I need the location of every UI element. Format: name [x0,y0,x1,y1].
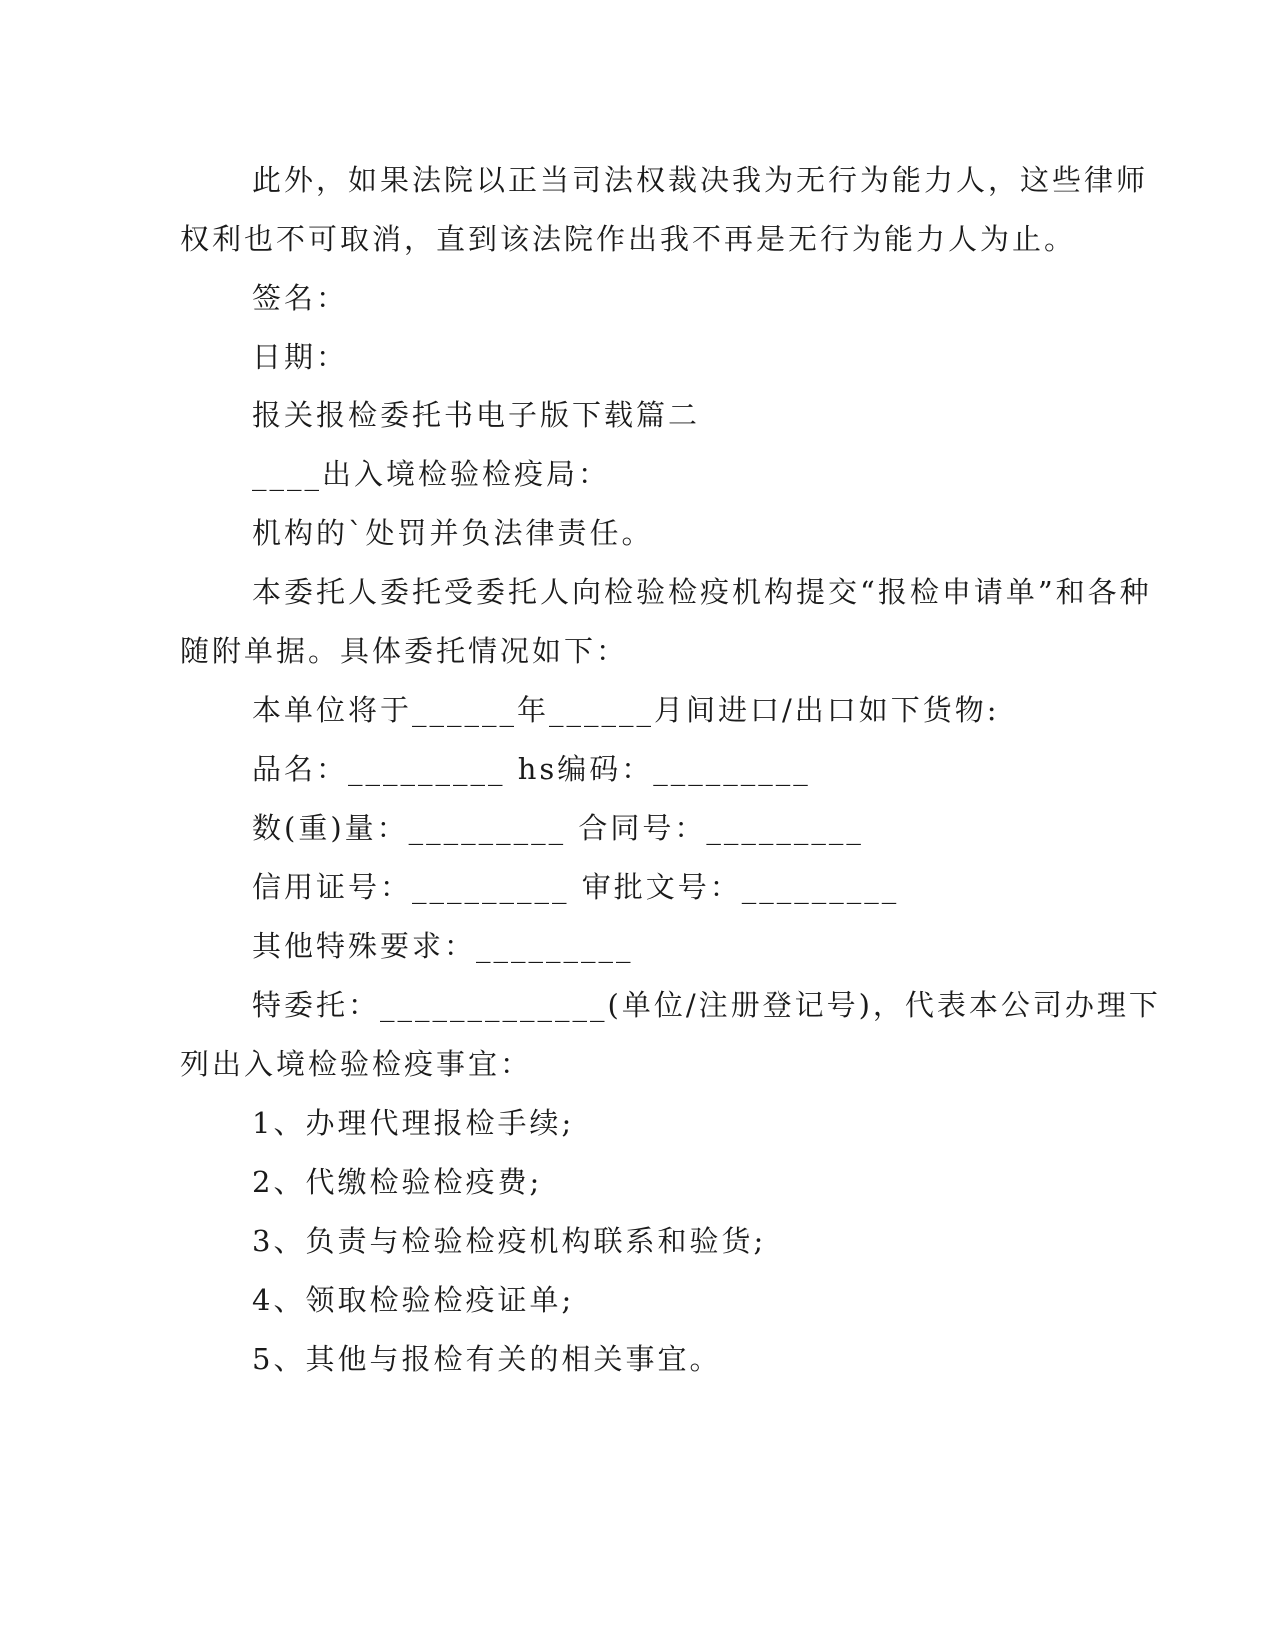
date-label: 日期： [252,340,349,374]
list-item: 1、办理代理报检手续; [252,1106,575,1140]
paragraph-line: 权利也不可取消，直到该法院作出我不再是无行为能力人为止。 [180,222,1077,256]
form-line: 品名：_________ hs编码：_________ [252,752,811,786]
list-item: 4、领取检验检疫证单; [252,1283,575,1317]
form-line: 本单位将于______年______月间进口/出口如下货物: [252,693,1000,727]
form-line: 数(重)量：_________ 合同号：_________ [252,811,864,845]
form-line: 信用证号：_________ 审批文号：_________ [252,870,900,904]
addressee-line: ____出入境检验检疫局： [252,457,611,491]
section-heading: 报关报检委托书电子版下载篇二 [252,398,701,432]
paragraph-line: 本委托人委托受委托人向检验检疫机构提交“报检申请单”和各种 [252,575,1152,609]
form-line: 其他特殊要求：_________ [252,929,634,963]
list-item: 2、代缴检验检疫费; [252,1165,543,1199]
list-item: 3、负责与检验检疫机构联系和验货; [252,1224,767,1258]
paragraph-line: 特委托：_____________(单位/注册登记号)，代表本公司办理下 [252,988,1161,1022]
paragraph-line: 列出入境检验检疫事宜： [180,1047,533,1081]
paragraph-line: 此外，如果法院以正当司法权裁决我为无行为能力人，这些律师 [252,163,1149,197]
paragraph-line: 机构的`处罚并负法律责任。 [252,516,654,550]
list-item: 5、其他与报检有关的相关事宜。 [252,1342,722,1376]
signature-label: 签名： [252,281,349,315]
paragraph-line: 随附单据。具体委托情况如下： [180,634,629,668]
